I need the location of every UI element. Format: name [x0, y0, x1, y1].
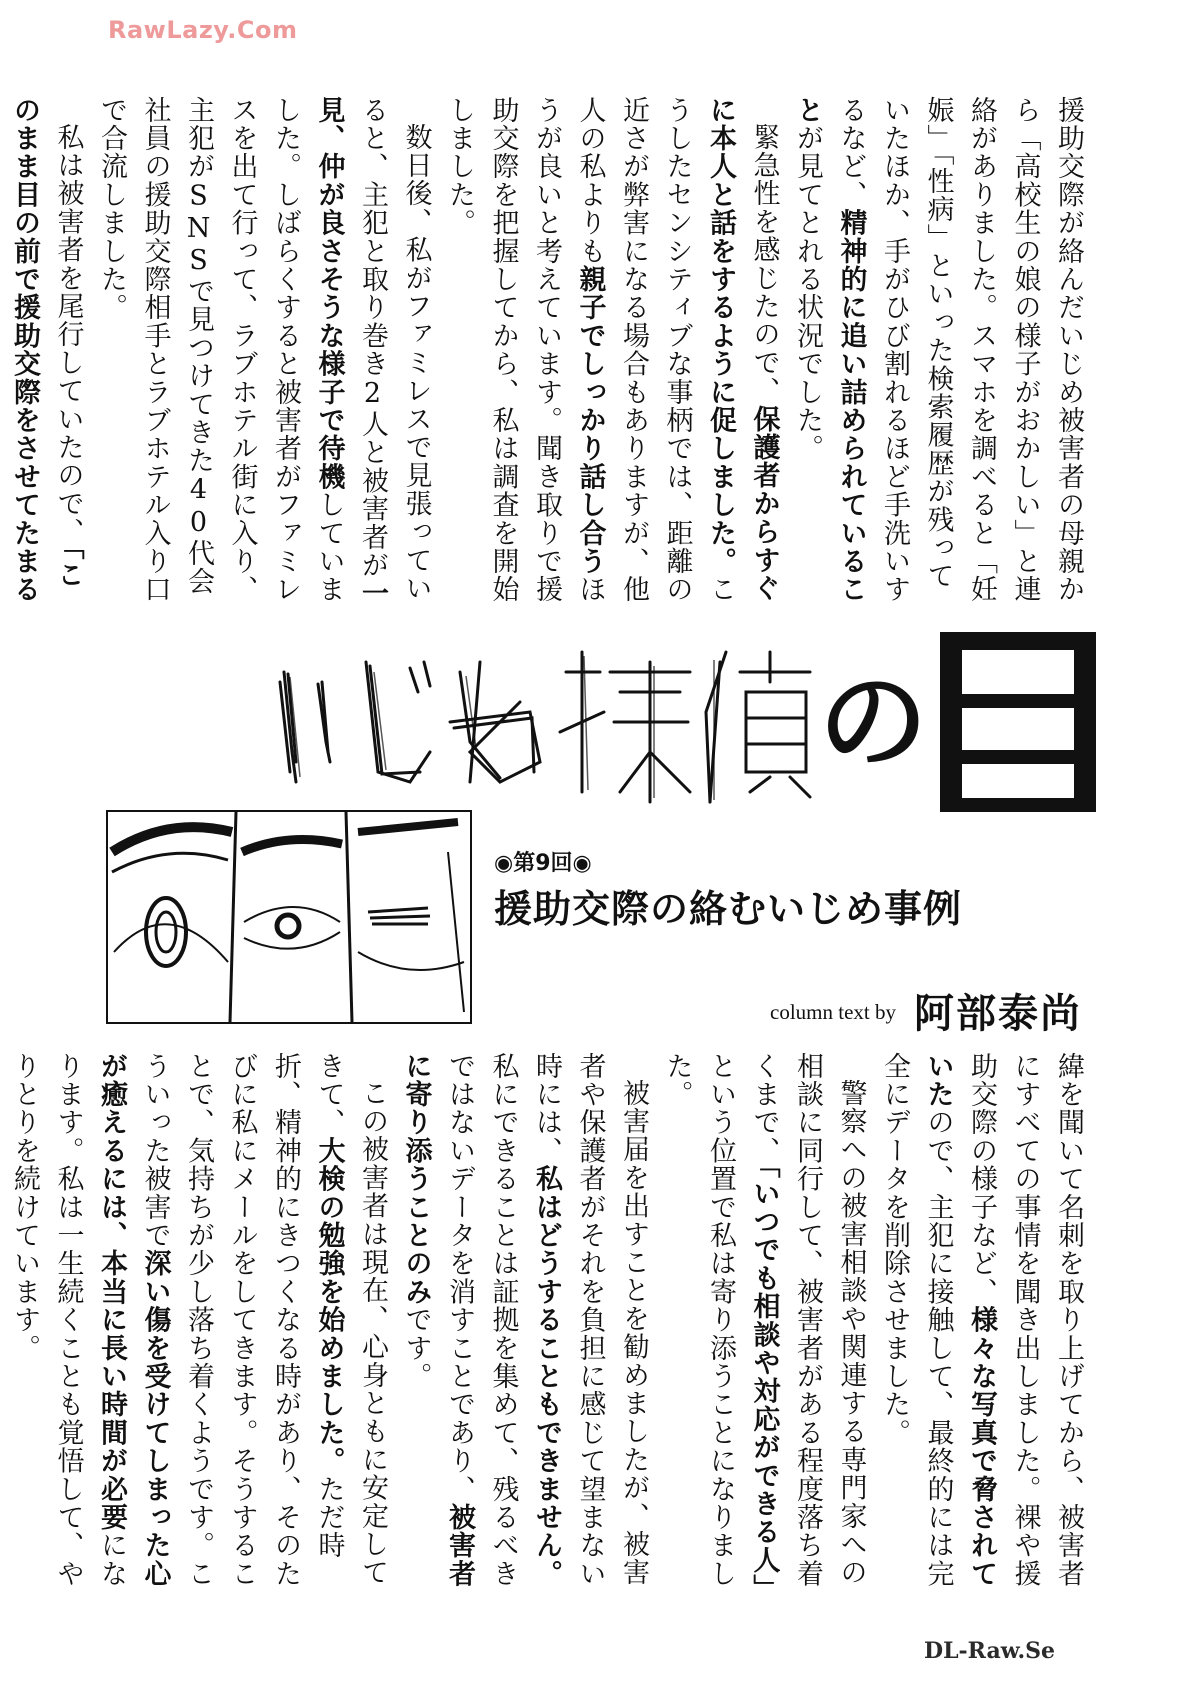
article-paragraph: [394, 1052, 655, 1604]
emphasized-text: 一見、仲が良さそうな様子で待機: [313, 96, 388, 608]
article-paragraph: [438, 96, 786, 616]
article-text-bottom: [9, 1052, 1090, 1604]
watermark-top: RawLazy.Com: [108, 16, 298, 44]
body-text: が見てとれる状況でした。: [792, 124, 823, 463]
body-text: です。: [400, 1305, 432, 1391]
eyes-illustration-art: [108, 812, 470, 1022]
watermark-bottom: DL-Raw.Se: [924, 1638, 1055, 1664]
body-text: 私は被害者を尾行していたので、: [52, 123, 84, 546]
svg-text:の: の: [818, 657, 928, 786]
body-text: 被害届を出すことを勧めましたが、被害者や保護者がそれを負担に感じて望まない時には、: [531, 1052, 649, 1588]
body-text: 緯を聞いて名刺を取り上げてから、被害者にすべての事情を聞き出しました。裸や援助交際の様子など、: [966, 1052, 1084, 1588]
column-title: [270, 632, 1100, 832]
body-text: この被害者は現在、心身ともに安定してきて、: [313, 1052, 388, 1587]
body-text: ので、主犯に接触して、最終的には完全にデータを削除させました。: [879, 1052, 954, 1588]
article-paragraph: [786, 96, 1091, 616]
eyes-illustration: [106, 810, 472, 1024]
emphasized-text: 私はどうすることもできません。: [531, 1164, 562, 1588]
body-text: という位置で私は寄り添うことになりました。: [661, 1052, 736, 1588]
author-name: 阿部泰尚: [914, 990, 1082, 1037]
body-text: こうしたセンシティブな事柄では、距離の近さが弊害になる場合もありますが、他人の私よりも: [574, 96, 736, 604]
article-paragraph: [873, 1052, 1091, 1604]
emphasized-text: 親子でしっかり話し合う: [574, 265, 606, 576]
episode-label: ◉第9回◉: [494, 851, 592, 876]
body-text: 数日後、私がファミレスで見張っていると、主犯と取り巻き2人と被害者が: [357, 96, 432, 603]
body-text: 警察への被害相談や関連する専門家への相談に同行して、被害者がある程度落ち着くまで、: [748, 1052, 867, 1588]
article-text-top: [9, 96, 1090, 616]
emphasized-text: 様々な写真で脅されていた: [922, 1052, 997, 1588]
body-text: になります。私は一生続くことも覚悟して、やりとりを続けています。: [9, 1052, 127, 1588]
emphasized-text: 被害者に寄り添うことのみ: [400, 1052, 475, 1588]
body-text: 私にできることは証拠を集めて、残るべきではないデータを消すことであり、: [444, 1052, 519, 1588]
body-text: ほうが良いと考えています。聞き取りで援助交際を把握してから、私は調査を開始しました。: [444, 96, 606, 604]
emphasized-text: 保護者からすぐに本人と話をするように促しました。: [705, 96, 780, 603]
body-text: していました。しばらくすると被害者がファミレスを出て行って、ラブホテル街に入り、主犯がSNSで見つけてきた40代会社員の援助交際相手とラブホテル入り口で合流しました。: [96, 96, 345, 604]
emphasized-text: 深い傷を受けてしまった心が癒えるには、本当に長い時間が必要: [96, 1052, 171, 1588]
body-text: 援助交際が絡んだいじめ被害者の母親から「高校生の娘の様子がおかしい」と連絡がありました。スマホを調べると「妊娠」「性病」といった検索履歴が残っていたほか、手がひび割れるほど手洗いするなど、: [835, 96, 1084, 604]
emphasized-text: 大検の勉強を始めました。: [313, 1136, 345, 1476]
emphasized-text: 精神的に追い詰められていること: [792, 96, 867, 604]
byline-prefix: column text by: [770, 1000, 896, 1024]
column-subtitle: 援助交際の絡むいじめ事例: [494, 887, 963, 931]
body-text: ただ時折、精神的にきつくなる時があり、そのたびに私にメールをしてきます。そうすることで、気持ちが少し落ち着くようです。こういった被害で: [139, 1052, 345, 1588]
emphasized-text: 「このまま目の前で援助交際をさせてたまる: [9, 96, 84, 604]
column-title-lettering: [270, 632, 1100, 832]
article-paragraph: [90, 96, 438, 616]
emphasized-text: 「いつでも相談や対応ができる人」: [748, 1164, 780, 1603]
article-paragraph: [0, 96, 90, 616]
article-paragraph: [3, 1052, 395, 1604]
article-paragraph: [655, 1052, 873, 1604]
body-text: 緊急性を感じたので、: [748, 123, 780, 405]
